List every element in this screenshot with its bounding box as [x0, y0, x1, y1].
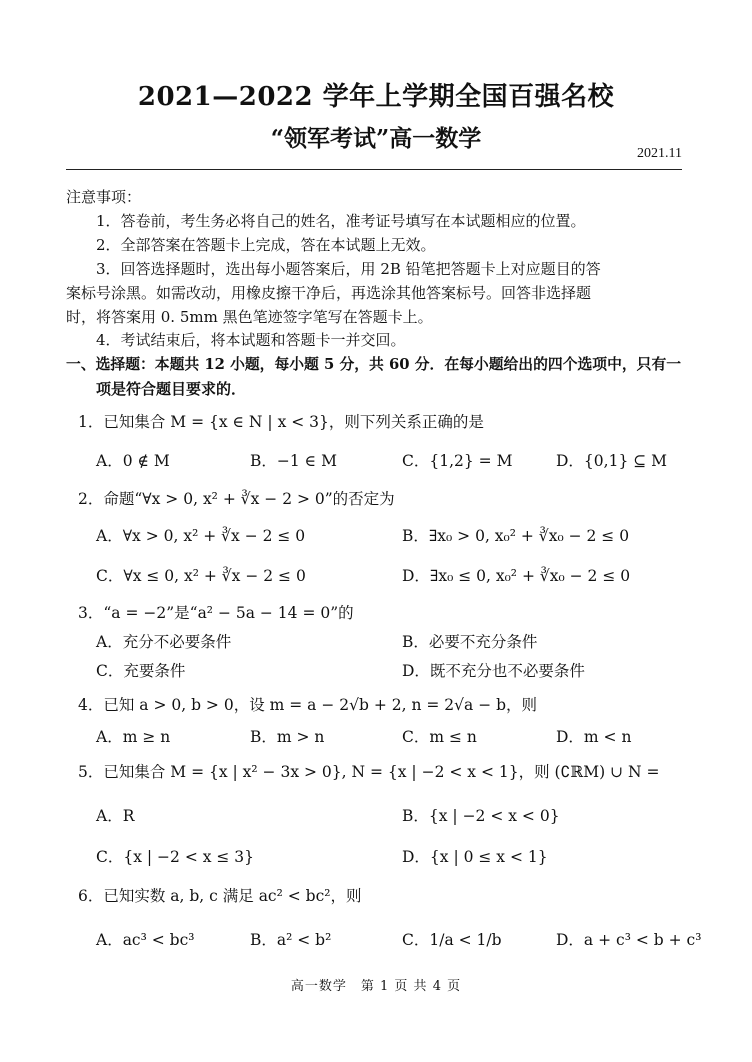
q1-option-c: C．{1,2} = M [402, 452, 513, 470]
notes-item: 3．回答选择题时，选出每小题答案后，用 2B 铅笔把答题卡上对应题目的答 [96, 260, 601, 278]
exam-date: 2021.11 [637, 146, 682, 161]
q3-option-d: D．既不充分也不必要条件 [402, 662, 585, 680]
notes-heading: 注意事项： [66, 188, 142, 206]
notes-item: 时，将答案用 0. 5mm 黑色笔迹签字笔写在答题卡上。 [66, 308, 433, 326]
question-3-stem: 3．“a = −2”是“a² − 5a − 14 = 0”的 [78, 604, 354, 622]
q4-option-b: B．m > n [250, 728, 325, 746]
q1-option-b: B．−1 ∈ M [250, 452, 337, 470]
question-1-stem: 1．已知集合 M = {x ∈ N | x < 3}，则下列关系正确的是 [78, 413, 484, 431]
q3-option-a: A．充分不必要条件 [96, 633, 232, 651]
section-heading: 一、选择题：本题共 12 小题，每小题 5 分，共 60 分．在每小题给出的四个选项中，只有一 [66, 356, 682, 373]
question-6-stem: 6．已知实数 a, b, c 满足 ac² < bc²，则 [78, 887, 362, 905]
q3-option-b: B．必要不充分条件 [402, 633, 538, 651]
question-2-stem: 2．命题“∀x > 0, x² + ∛x − 2 > 0”的否定为 [78, 490, 395, 508]
notes-item: 4．考试结束后，将本试题和答题卡一并交回。 [96, 331, 406, 349]
q3-option-c: C．充要条件 [96, 662, 186, 680]
q2-option-d: D．∃x₀ ≤ 0, x₀² + ∛x₀ − 2 ≤ 0 [402, 567, 631, 585]
exam-subtitle: “领军考试”高一数学 [270, 125, 482, 152]
exam-title: 2021—2022 学年上学期全国百强名校 [137, 82, 615, 112]
q2-option-b: B．∃x₀ > 0, x₀² + ∛x₀ − 2 ≤ 0 [402, 527, 630, 545]
q1-option-a: A．0 ∉ M [96, 452, 170, 470]
q6-option-b: B．a² < b² [250, 931, 332, 949]
q2-option-c: C．∀x ≤ 0, x² + ∛x − 2 ≤ 0 [96, 567, 306, 585]
question-5-stem: 5．已知集合 M = {x | x² − 3x > 0}, N = {x | −2 < x < 1}，则 (∁ℝM) ∪ N = [78, 763, 660, 781]
q5-option-d: D．{x | 0 ≤ x < 1} [402, 848, 548, 866]
q5-option-c: C．{x | −2 < x ≤ 3} [96, 848, 255, 866]
q4-option-c: C．m ≤ n [402, 728, 477, 746]
q5-option-b: B．{x | −2 < x < 0} [402, 807, 560, 825]
section-heading-cont: 项是符合题目要求的． [96, 380, 247, 398]
notes-item: 2．全部答案在答题卡上完成，答在本试题上无效。 [96, 236, 436, 254]
page-footer: 高一数学 第 1 页 共 4 页 [290, 979, 462, 994]
q6-option-c: C．1/a < 1/b [402, 931, 502, 949]
q2-option-a: A．∀x > 0, x² + ∛x − 2 ≤ 0 [96, 527, 306, 545]
q4-option-a: A．m ≥ n [96, 728, 171, 746]
q5-option-a: A．R [96, 807, 135, 825]
q6-option-a: A．ac³ < bc³ [96, 931, 195, 949]
header-divider [66, 169, 682, 170]
q6-option-d: D．a + c³ < b + c³ [556, 931, 702, 949]
q4-option-d: D．m < n [556, 728, 632, 746]
notes-item: 1．答卷前，考生务必将自己的姓名，准考证号填写在本试题相应的位置。 [96, 212, 586, 230]
notes-item: 案标号涂黑。如需改动，用橡皮擦干净后，再选涂其他答案标号。回答非选择题 [66, 284, 592, 302]
question-4-stem: 4．已知 a > 0, b > 0，设 m = a − 2√b + 2, n = 2√a − b，则 [78, 696, 538, 714]
q1-option-d: D．{0,1} ⊆ M [556, 452, 668, 470]
